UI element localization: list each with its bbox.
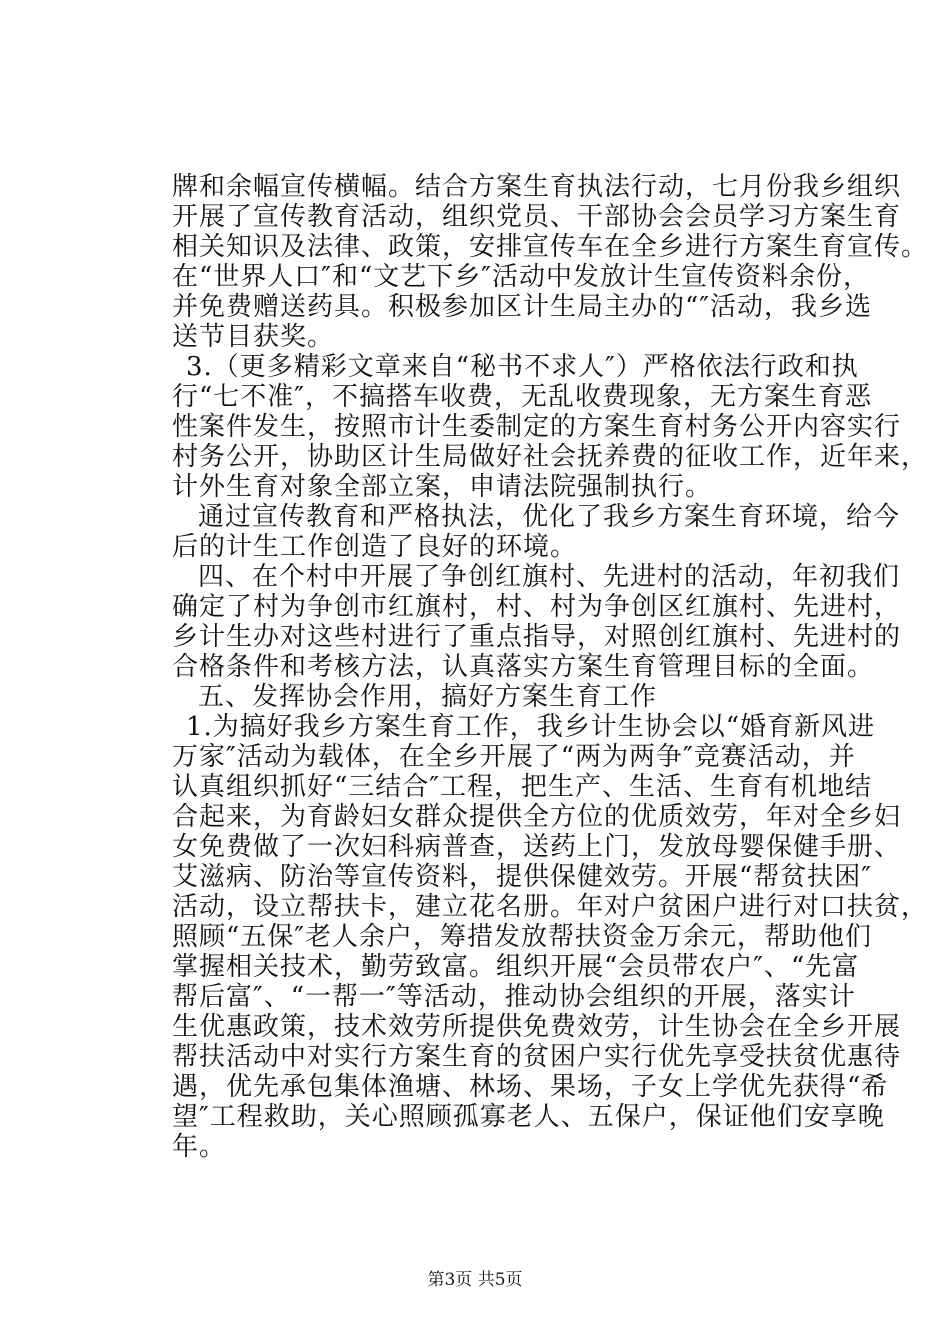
text-line: 确定了村为争创市红旗村，村、村为争创区红旗村、先进村， (172, 592, 902, 622)
text-line: 艾滋病、防治等宣传资料，提供保健效劳。开展“帮贫扶困″ (172, 862, 873, 892)
text-line: 行“七不准″，不搞搭车收费，无乱收费现象，无方案生育恶 (172, 382, 873, 412)
text-line: 相关知识及法律、政策，安排宣传车在全乡进行方案生育宣传。 (172, 232, 929, 262)
text-line: 后的计生工作创造了良好的环境。 (172, 532, 578, 562)
text-line: 在“世界人口″和“文艺下乡″活动中发放计生宣传资料余份， (172, 262, 871, 292)
text-line: 帮后富″、“一帮一″等活动，推动协会组织的开展，落实计 (172, 982, 856, 1012)
text-line: 认真组织抓好“三结合″工程，把生产、生活、生育有机地结 (172, 772, 873, 802)
page-footer (0, 1268, 950, 1292)
text-line: 送节目获奖。 (172, 322, 335, 352)
section-heading: 五、发挥协会作用，搞好方案生育工作 (198, 682, 658, 712)
text-line: 牌和余幅宣传横幅。结合方案生育执法行动，七月份我乡组织 (172, 172, 902, 202)
text-line: 3.（更多精彩文章来自“秘书不求人″）严格依法行政和执 (186, 352, 859, 382)
text-line: 女免费做了一次妇科病普查，送药上门，发放母婴保健手册、 (172, 832, 902, 862)
document-body (172, 172, 929, 1162)
text-line: 村务公开，协助区计生局做好社会抚养费的征收工作，近年来， (172, 442, 929, 472)
text-line: 性案件发生，按照市计生委制定的方案生育村务公开内容实行 (172, 412, 902, 442)
text-line: 1.为搞好我乡方案生育工作，我乡计生协会以“婚育新风进 (186, 712, 876, 742)
text-line: 四、在个村中开展了争创红旗村、先进村的活动，年初我们 (198, 562, 901, 592)
text-line: 年。 (172, 1132, 227, 1162)
text-line: 遇，优先承包集体渔塘、林场、果场，子女上学优先获得“希 (172, 1072, 889, 1102)
text-line: 并免费赠送药具。积极参加区计生局主办的“″活动，我乡选 (172, 292, 873, 322)
text-line: 合格条件和考核方法，认真落实方案生育管理目标的全面。 (172, 652, 875, 682)
text-line: 望″工程救助，关心照顾孤寡老人、五保户，保证他们安享晚 (172, 1102, 885, 1132)
text-line: 乡计生办对这些村进行了重点指导，对照创红旗村、先进村的 (172, 622, 902, 652)
text-line: 掌握相关技术，勤劳致富。组织开展“会员带农户″、“先富 (172, 952, 860, 982)
text-line: 生优惠政策，技术效劳所提供免费效劳，计生协会在全乡开展 (172, 1012, 902, 1042)
text-line: 帮扶活动中对实行方案生育的贫困户实行优先享受扶贫优惠待 (172, 1042, 902, 1072)
text-line: 开展了宣传教育活动，组织党员、干部协会会员学习方案生育 (172, 202, 902, 232)
text-line: 合起来，为育龄妇女群众提供全方位的优质效劳，年对全乡妇 (172, 802, 902, 832)
text-line: 计外生育对象全部立案，申请法院强制执行。 (172, 472, 713, 502)
text-line: 通过宣传教育和严格执法，优化了我乡方案生育环境，给今 (198, 502, 901, 532)
text-line: 万家″活动为载体，在全乡开展了“两为两争″竞赛活动，并 (172, 742, 856, 772)
page-number: 第3页 共5页 (427, 1270, 523, 1290)
text-line: 照顾“五保″老人余户，筹措发放帮扶资金万余元，帮助他们 (172, 922, 873, 952)
text-line: 活动，设立帮扶卡，建立花名册。年对户贫困户进行对口扶贫， (172, 892, 929, 922)
